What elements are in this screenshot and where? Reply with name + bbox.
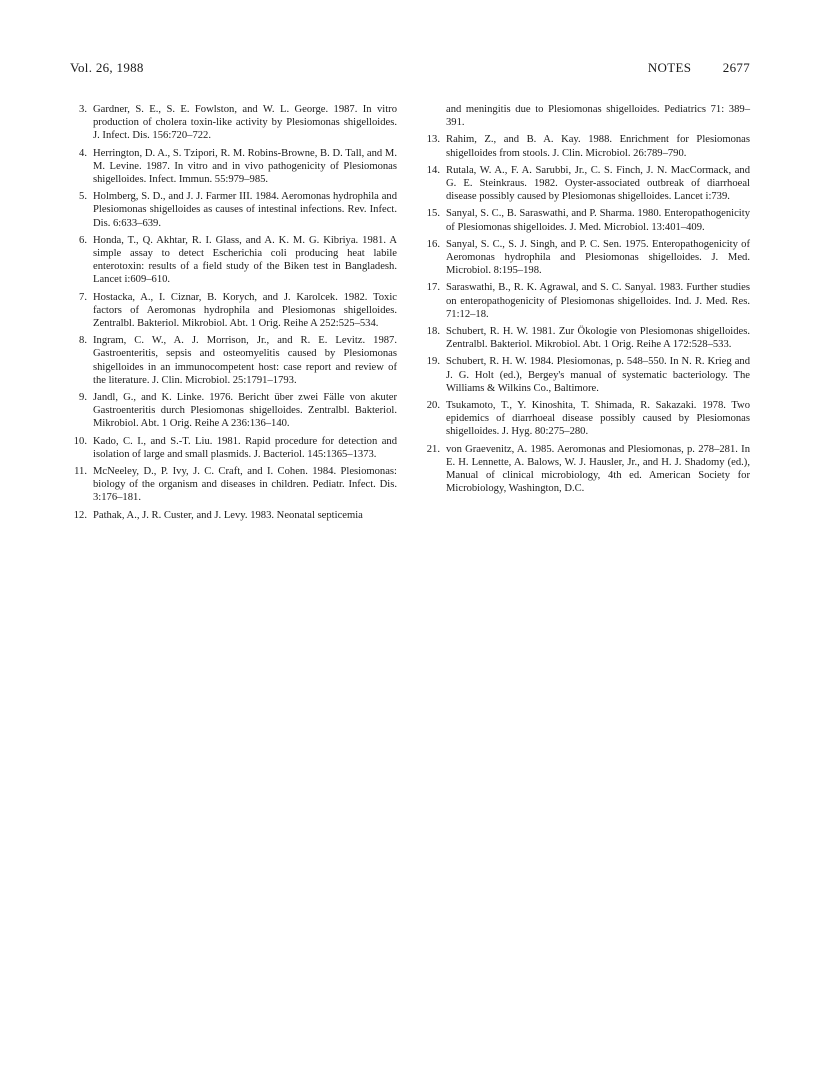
ref-number: 20. (426, 400, 440, 412)
header-right (620, 60, 750, 76)
ref-text: von Graevenitz, A. 1985. Aeromonas and Plesiomonas, p. 278–281. In E. H. Lennette, A. Balows, W. J. Hausler, Jr., and H. J. Shadomy (ed.), Manual of clinical microbiology, 4th ed. American Society for Microbiology, Washington, D.C. (446, 443, 750, 495)
ref-text: Tsukamoto, T., Y. Kinoshita, T. Shimada, R. Sakazaki. 1978. Two epidemics of diarrhoeal disease possibly caused by Plesiomonas shigelloides. J. Hyg. 80:275–280. (446, 400, 750, 438)
ref-text: Pathak, A., J. R. Custer, and J. Levy. 1983. Neonatal septicemia (93, 509, 363, 521)
reference-item (428, 164, 750, 204)
ref-text: Sanyal, S. C., B. Saraswathi, and P. Sharma. 1980. Enteropathogenicity of Plesiomonas shigelloides. J. Med. Microbiol. 13:401–409. (446, 208, 750, 233)
reference-item (75, 190, 397, 230)
ref-number: 3. (79, 104, 87, 115)
reference-item (75, 147, 397, 187)
reference-item (75, 334, 397, 387)
ref-text: Schubert, R. H. W. 1981. Zur Ökologie von Plesiomonas shigelloides. Zentralbl. Bakteriol. Mikrobiol. Abt. 1 Orig. Reihe A 172:528–533. (446, 326, 750, 351)
reference-item (428, 238, 750, 278)
reference-item (75, 291, 397, 331)
ref-number: 11. (74, 466, 87, 478)
ref-text: Honda, T., Q. Akhtar, R. I. Glass, and A. K. M. G. Kibriya. 1981. A simple assay to detect Escherichia coli producing heat labile enterotoxin: results of a field study of the Biken test in Bangladesh. Lancet i:609–610. (93, 234, 397, 286)
page-header (70, 60, 750, 80)
ref-number: 21. (426, 443, 440, 455)
reference-item (428, 399, 750, 439)
ref-number: 8. (79, 335, 87, 347)
ref-text: Gardner, S. E., S. E. Fowlston, and W. L. George. 1987. In vitro production of cholera toxin-like activity by Plesiomonas shigelloides. J. Infect. Dis. 156:720–722. (93, 104, 397, 142)
ref-text: Saraswathi, B., R. K. Agrawal, and S. C. Sanyal. 1983. Further studies on enteropathogenicity of Plesiomonas shigelloides. Ind. J. Med. Res. 71:12–18. (446, 282, 750, 320)
ref-number: 5. (79, 191, 87, 203)
reference-item (428, 443, 750, 496)
right-column (428, 103, 750, 499)
ref-number: 12. (73, 509, 87, 521)
ref-number: 4. (79, 147, 87, 159)
ref-number: 17. (426, 282, 440, 294)
reference-item (75, 509, 397, 522)
ref-text: Holmberg, S. D., and J. J. Farmer III. 1984. Aeromonas hydrophila and Plesiomonas shigelloides as causes of intestinal infections. Rev. Infect. Dis. 6:633–639. (93, 191, 397, 229)
ref-number: 13. (426, 134, 440, 146)
reference-continuation: and meningitis due to Plesiomonas shigelloides. Pediatrics 71: 389–391. (446, 104, 750, 129)
reference-item (75, 465, 397, 505)
ref-number: 6. (79, 234, 87, 246)
ref-text: Schubert, R. H. W. 1984. Plesiomonas, p. 548–550. In N. R. Krieg and J. G. Holt (ed.), Bergey's manual of systematic bacteriology. The Williams & Wilkins Co., Baltimore. (446, 356, 750, 394)
ref-number: 18. (426, 326, 440, 338)
ref-text: McNeeley, D., P. Ivy, J. C. Craft, and I. Cohen. 1984. Plesiomonas: biology of the organism and diseases in children. Pediatr. Infect. Dis. 3:176–181. (93, 466, 397, 504)
reference-item (75, 234, 397, 287)
ref-number: 10. (73, 435, 87, 447)
ref-text: Kado, C. I., and S.-T. Liu. 1981. Rapid procedure for detection and isolation of large and small plasmids. J. Bacteriol. 145:1365–1373. (93, 435, 397, 460)
reference-item (75, 435, 397, 461)
journal-volume: Vol. 26, 1988 (70, 60, 144, 75)
reference-item (428, 325, 750, 351)
ref-number: 19. (426, 356, 440, 368)
reference-item (75, 103, 397, 143)
ref-number: 9. (79, 392, 87, 404)
ref-number: 15. (426, 208, 440, 220)
ref-text: Herrington, D. A., S. Tzipori, R. M. Robins-Browne, B. D. Tall, and M. M. Levine. 1987. In vitro and in vivo pathogenicity of Plesiomonas shigelloides. Infect. Immun. 55:979–985. (93, 147, 397, 186)
ref-number: 7. (79, 291, 87, 303)
ref-text: Rahim, Z., and B. A. Kay. 1988. Enrichment for Plesiomonas shigelloides from stools. J. Clin. Microbiol. 26:789–790. (446, 134, 750, 159)
section-title: NOTES (647, 60, 692, 75)
ref-text: Ingram, C. W., A. J. Morrison, Jr., and R. E. Levitz. 1987. Gastroenteritis, sepsis and osteomyelitis caused by Plesiomonas shigelloides in an immunocompetent host: case report and review of the literature. J. Clin. Microbiol. 25:1791–1793. (93, 335, 397, 386)
reference-item (75, 391, 397, 431)
left-column (75, 103, 397, 526)
ref-text: Sanyal, S. C., S. J. Singh, and P. C. Sen. 1975. Enteropathogenicity of Aeromonas hydrophila and Plesiomonas shigelloides. J. Med. Microbiol. 8:195–198. (446, 238, 750, 277)
reference-item (428, 207, 750, 233)
ref-text: Rutala, W. A., F. A. Sarubbi, Jr., C. S. Finch, J. N. MacCormack, and G. E. Steinkraus. 1982. Oyster-associated outbreak of diarrhoeal disease possibly caused by Plesiomonas shigelloides. Lancet i:739. (446, 164, 750, 203)
reference-item (428, 133, 750, 159)
reference-item (428, 281, 750, 321)
ref-number: 16. (426, 238, 440, 250)
page-number: 2677 (722, 60, 750, 75)
reference-item (428, 355, 750, 395)
ref-text: Jandl, G., and K. Linke. 1976. Bericht über zwei Fälle von akuter Gastroenteritis durch Plesiomonas shigelloides. Zentralbl. Bakteriol. Mikrobiol. Abt. 1 Orig. Reihe A 236:136–140. (93, 392, 397, 430)
ref-text: Hostacka, A., I. Ciznar, B. Korych, and J. Karolcek. 1982. Toxic factors of Aeromonas hydrophila and Plesiomonas shigelloides. Zentralbl. Bakteriol. Mikrobiol. Abt. 1 Orig. Reihe A 252:525–534. (93, 291, 397, 330)
ref-number: 14. (426, 164, 440, 176)
